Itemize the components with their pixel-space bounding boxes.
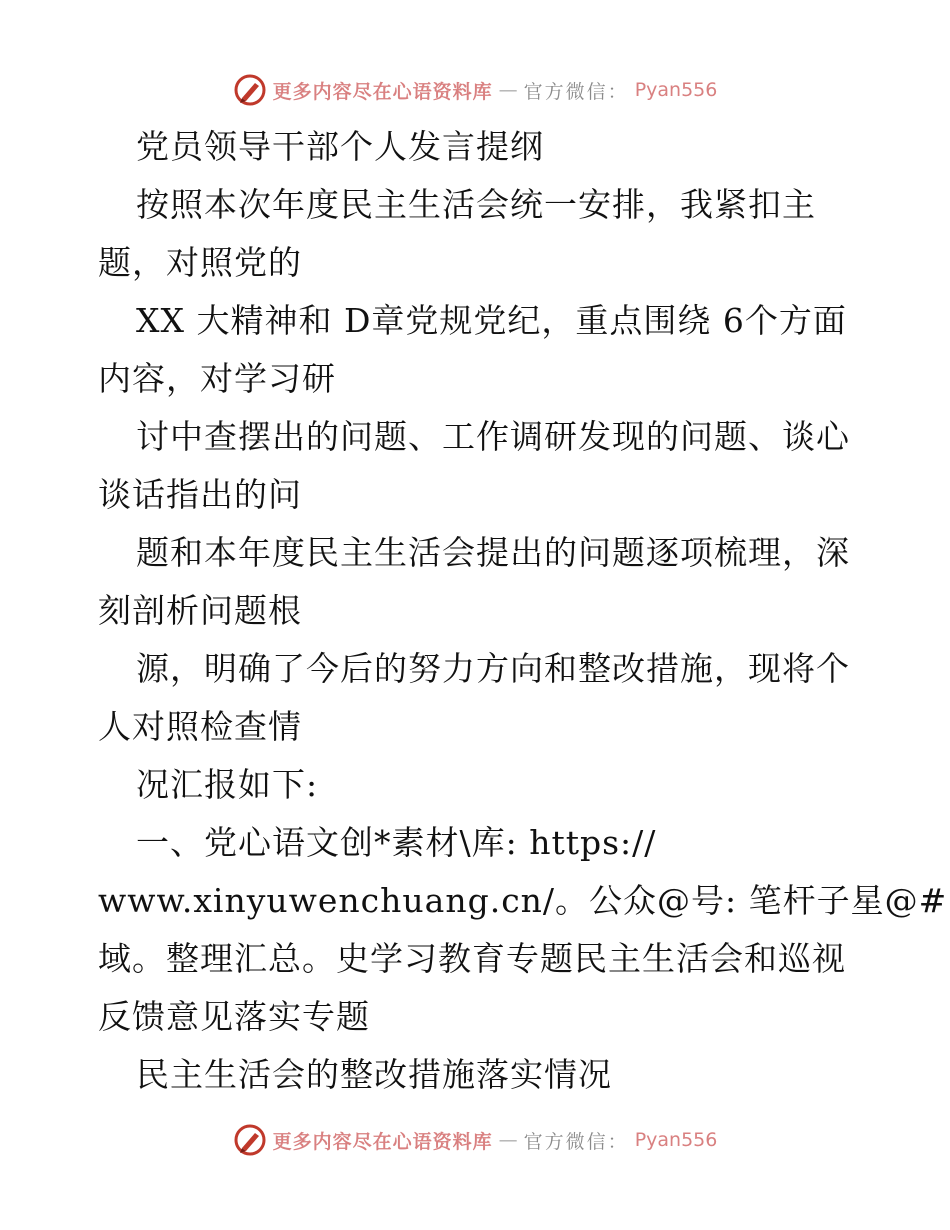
paragraph-line: 民主生活会的整改措施落实情况 <box>136 1055 612 1094</box>
watermark-wechat-id: Pyan556 <box>634 79 718 101</box>
paragraph-line: 源，明确了今后的努力方向和整改措施，现将个 <box>136 649 850 688</box>
watermark-dash: — <box>498 79 518 101</box>
watermark-wechat-id: Pyan556 <box>634 1129 718 1151</box>
paragraph-line: 题，对照党的 <box>98 243 302 282</box>
paragraph-line: 域。整理汇总。史学习教育专题民主生活会和巡视 <box>98 939 846 978</box>
paragraph-line: 人对照检查情 <box>98 707 302 746</box>
paragraph-line: 讨中查摆出的问题、工作调研发现的问题、谈心 <box>136 417 850 456</box>
paragraph-line: 内容，对学习研 <box>98 359 336 398</box>
watermark-official-label: 官方微信： <box>523 80 629 103</box>
paragraph-line: 反馈意见落实专题 <box>98 997 370 1036</box>
paragraph-line: www.xinyuwenchuang.cn/。公众@号: 笔杆子星@# <box>98 881 948 920</box>
paragraph-line: 刻剖析问题根 <box>98 591 302 630</box>
pen-logo-icon <box>233 1123 267 1157</box>
document-title: 党员领导干部个人发言提纲 <box>136 127 544 166</box>
paragraph-line: 题和本年度民主生活会提出的问题逐项梳理，深 <box>136 533 850 572</box>
header-watermark <box>0 70 950 110</box>
paragraph-line: XX 大精神和 D章党规党纪，重点围绕 6个方面 <box>136 301 847 340</box>
watermark-brand: 更多内容尽在心语资料库 <box>272 80 493 103</box>
paragraph-line: 按照本次年度民主生活会统一安排，我紧扣主 <box>136 185 816 224</box>
paragraph-line: 况汇报如下: <box>136 765 319 804</box>
document-body <box>98 118 948 1104</box>
watermark-official-label: 官方微信： <box>523 1130 629 1153</box>
footer-watermark <box>0 1120 950 1160</box>
pen-logo-icon <box>233 73 267 107</box>
paragraph-line: 谈话指出的问 <box>98 475 302 514</box>
watermark-dash: — <box>498 1129 518 1151</box>
watermark-brand: 更多内容尽在心语资料库 <box>272 1130 493 1153</box>
section-heading-line: 一、党心语文创*素材\库: https:// <box>136 823 657 862</box>
